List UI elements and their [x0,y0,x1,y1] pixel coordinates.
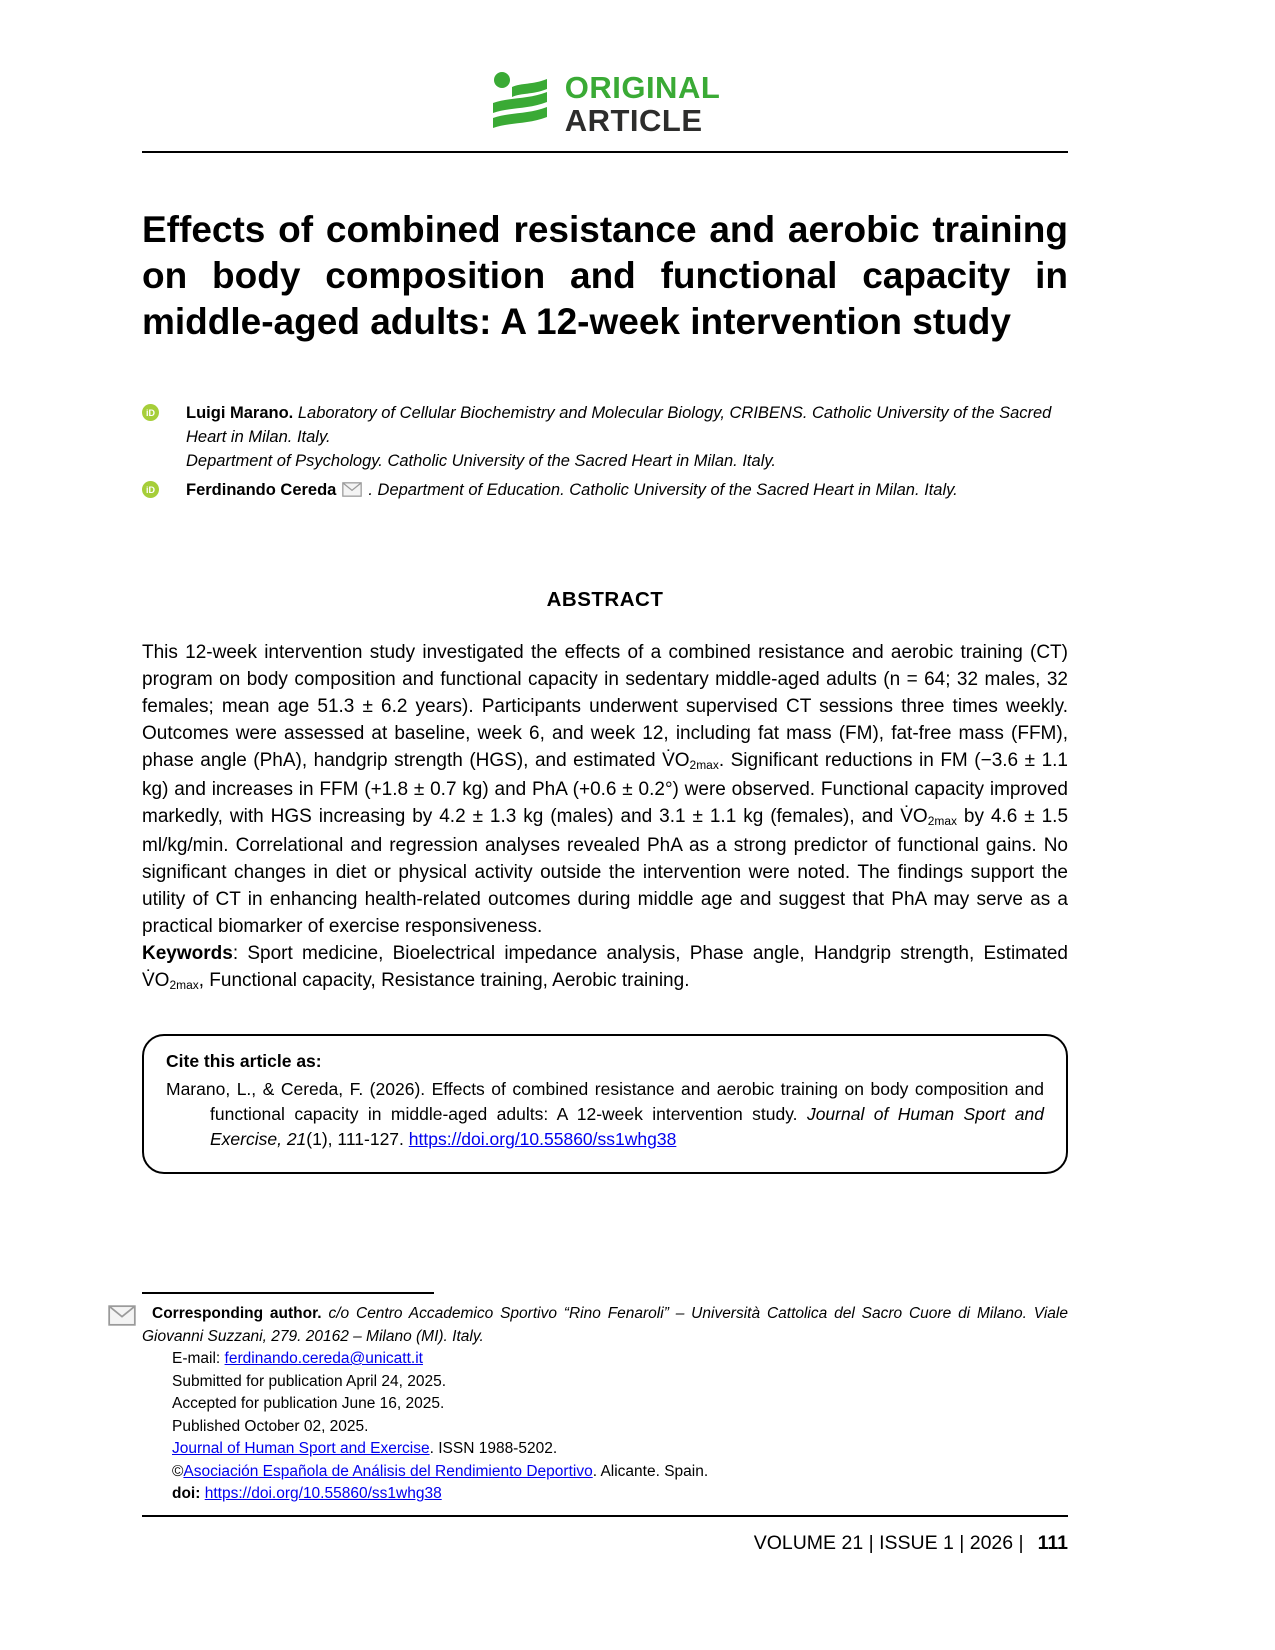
header-divider [142,151,1068,153]
association-link[interactable]: Asociación Española de Análisis del Rendimiento Deportivo [183,1462,593,1480]
article-title: Effects of combined resistance and aerobic training on body composition and functional capacity in middle-aged adults: A 12-week intervention study [142,209,1068,342]
logo-waves-icon [490,70,548,137]
abstract-paragraph [142,639,1068,940]
doi-link[interactable]: https://doi.org/10.55860/ss1whg38 [204,1485,442,1502]
authors-block [142,401,1068,504]
copyright-line [172,1461,1068,1484]
page-bottom-divider [142,1515,1068,1517]
citation-text [166,1077,1044,1152]
citation-label: Cite this article as: [166,1051,322,1071]
published-line: Published October 02, 2025. [172,1417,369,1435]
corresponding-author-label: Corresponding author. [152,1305,322,1322]
author-affiliation: . Department of Education. Catholic University of the Sacred Heart in Milan. Italy. [368,481,958,499]
email-label: E-mail: [172,1350,221,1367]
logo-word-article: ARTICLE [564,102,703,138]
journal-logo [142,70,1068,137]
author-affiliation: Department of Psychology. Catholic University of the Sacred Heart in Milan. Italy. [186,452,776,470]
page-number: 111 [1037,1531,1068,1554]
abstract-text: This 12-week intervention study investigated the effects of a combined resistance and aerobic training (CT) program on body composition and functional capacity in sedentary middle-aged adults (n = 64; 32 males, 32 females; mean age 51.3 ± 6.2 years). Participants underwent supervised CT sessions three times weekly. Outcomes were assessed at baseline, week 6, and week 12, including fat mass (FM), fat-free mass (FFM), phase angle (PhA), handgrip strength (HGS), and estimated V̇O [142,642,1068,771]
volume-issue-line [142,1532,1068,1555]
journal-line [172,1438,1068,1461]
journal-link[interactable]: Journal of Human Sport and Exercise [172,1440,430,1457]
vo2max-subscript: 2max [169,978,199,993]
association-location: . Alicante. Spain. [592,1462,709,1480]
author-affiliation: Laboratory of Cellular Biochemistry and Molecular Biology, CRIBENS. Catholic University of the Sacred Heart in Milan. Italy. [186,404,1052,446]
abstract-text: . Significant reductions in FM (−3.6 ± 1.1 kg) and increases in FFM (+1.8 ± 0.7 kg) and PhA (+0.6 ± 0.2°) were observed. Functional capacity improved markedly, with HGS increasing by 4.2 ± 1.3 kg (males) and 3.1 ± 1.1 kg (females), and V̇O [142,750,1068,827]
doi-label: doi: [172,1485,201,1502]
footnote-divider [142,1292,434,1294]
footer-details [172,1348,1068,1506]
logo-word-original: ORIGINAL [564,69,721,105]
email-line [172,1348,1068,1371]
submitted-line: Submitted for publication April 24, 2025. [172,1372,447,1390]
logo-text [565,71,721,137]
orcid-icon[interactable]: iD [142,481,159,498]
keywords-text: , Functional capacity, Resistance training, Aerobic training. [198,970,690,991]
citation-box [142,1034,1068,1174]
keywords-text: : Sport medicine, Bioelectrical impedance analysis, Phase angle, Handgrip strength, Estimated V̇O [142,943,1068,991]
accepted-line: Accepted for publication June 16, 2025. [172,1395,445,1412]
vo2max-subscript: 2max [927,814,957,829]
vo2max-subscript: 2max [689,758,719,773]
email-icon[interactable] [342,483,362,501]
corresponding-author-line [142,1303,1068,1348]
citation-authors-text: Marano, L., & Cereda, F. (2026). Effects of combined resistance and aerobic training on body composition and functional capacity in middle-aged adults: A 12-week intervention study. [166,1079,1044,1124]
abstract-heading: ABSTRACT [546,588,664,611]
citation-journal-name: Journal of Human Sport and Exercise, 21 [210,1104,1044,1149]
author-row [142,401,1068,473]
author-name: Ferdinando Cereda [186,481,337,499]
copyright-symbol: © [172,1462,184,1480]
issn-text: . ISSN 1988-5202. [429,1440,558,1457]
abstract-text: by 4.6 ± 1.5 ml/kg/min. Correlational and regression analyses revealed PhA as a strong predictor of functional gains. No significant changes in diet or physical activity outside the intervention were noted. The findings support the utility of CT in enhancing health-related outcomes during middle age and suggest that PhA may serve as a practical biomarker of exercise responsiveness. [142,806,1069,937]
author-name: Luigi Marano. [186,404,294,422]
page-content [142,0,1068,1554]
keywords-line [142,940,1068,996]
footer-block [142,1292,1068,1554]
corresponding-author-address: c/o Centro Accademico Sportivo “Rino Fenaroli” – Università Cattolica del Sacro Cuore di Milano. Viale Giovanni Suzzani, 279. 20162 – Milano (MI). Italy. [142,1305,1068,1345]
citation-doi-link[interactable]: https://doi.org/10.55860/ss1whg38 [408,1129,677,1149]
corresponding-email-icon[interactable] [108,1305,136,1334]
keywords-label: Keywords [142,943,233,964]
citation-pages-text: (1), 111-127. [306,1129,404,1149]
author-row [142,478,1068,504]
doi-line [172,1483,1068,1506]
email-link[interactable]: ferdinando.cereda@unicatt.it [224,1350,423,1367]
orcid-icon[interactable]: iD [142,404,159,421]
volume-text: VOLUME 21 | ISSUE 1 | 2026 | [753,1531,1024,1554]
